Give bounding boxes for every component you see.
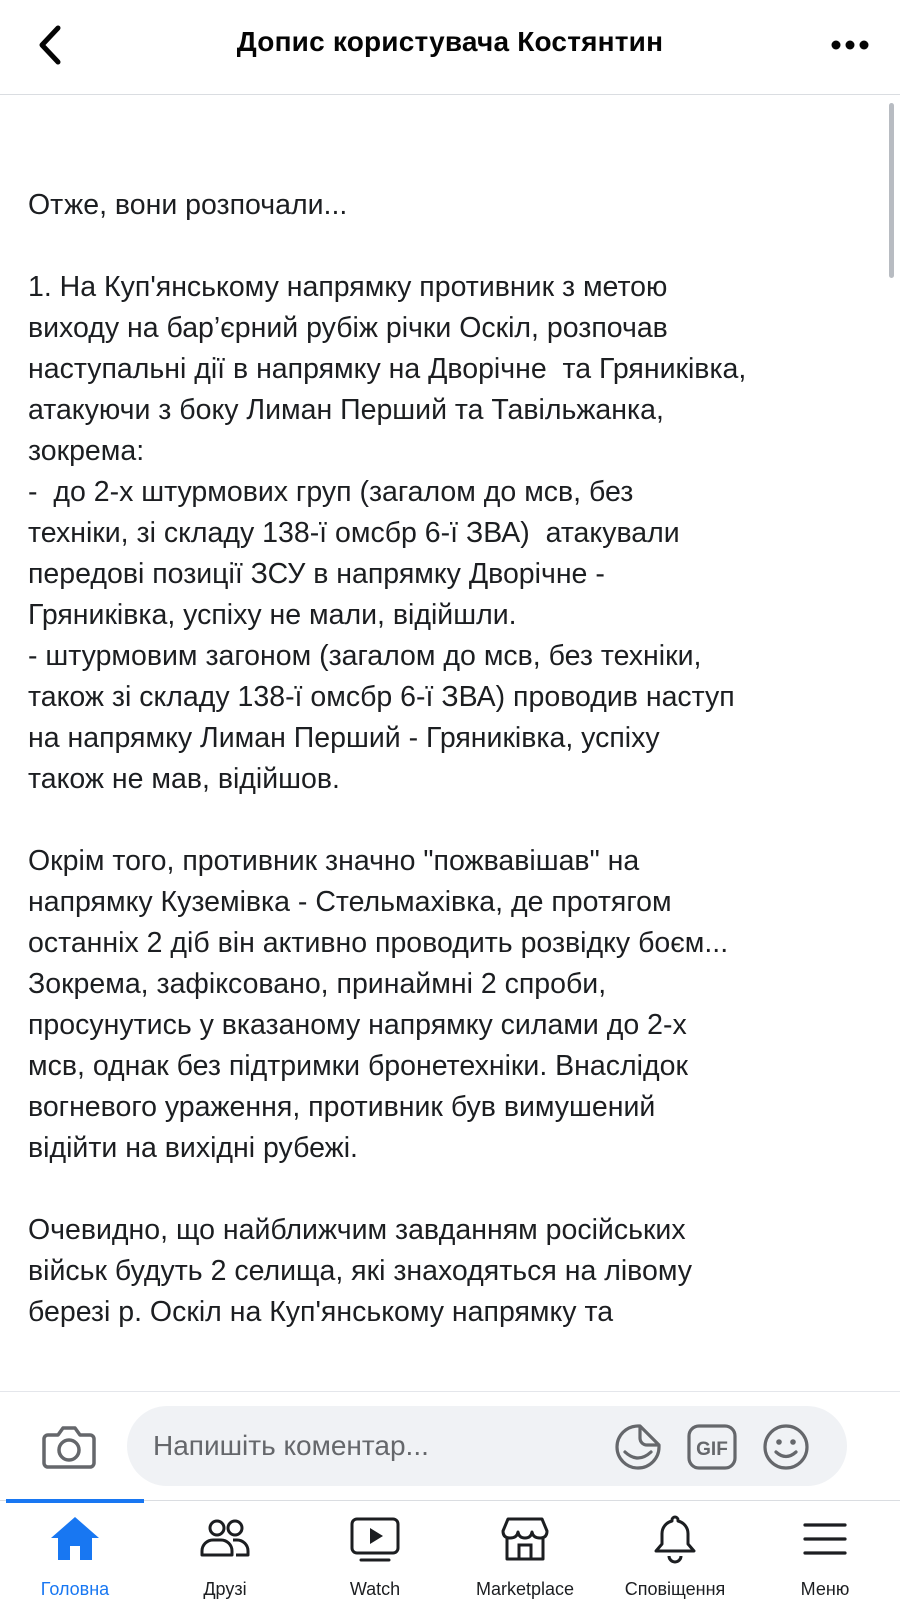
tab-label: Головна: [40, 1579, 110, 1599]
tab-label: Marketplace: [475, 1579, 575, 1599]
tab-home[interactable]: [0, 1501, 150, 1601]
friends-icon: [197, 1511, 253, 1567]
home-icon: [47, 1511, 103, 1567]
top-header: [0, 0, 900, 95]
tab-label: Сповіщення: [624, 1579, 726, 1599]
tab-watch[interactable]: [300, 1501, 450, 1601]
post-content-area[interactable]: [0, 95, 900, 1391]
watch-icon: [347, 1511, 403, 1567]
more-dots-icon: [828, 30, 872, 60]
active-tab-indicator: [6, 1499, 144, 1503]
page-title: Допис користувача Костянтин: [236, 26, 664, 57]
gif-icon[interactable]: [686, 1422, 738, 1472]
gif-label: GIF: [696, 1439, 728, 1460]
camera-icon: [40, 1417, 98, 1475]
comment-tools: [612, 1422, 812, 1472]
scrollbar[interactable]: [889, 103, 894, 278]
post-text: Отже, вони розпочали... 1. На Куп'янському напрямку противник з метою виходу на бар’єрний рубіж річки Оскіл, розпочав наступальні дії в напрямку на Дворічне та Гряниківка, атакуючи з боку Лиман Перший та Тавільжанка, зокрема: - до 2-х штурмових груп (загалом до мсв, без техніки, зі складу 138-ї омсбр 6-ї ЗВА) атакували передові позиції ЗСУ в напрямку Дворічне - Гряниківка, успіху не мали, відійшли. - штурмовим загоном (загалом до мсв, без техніки, також зі складу 138-ї омсбр 6-ї ЗВА) проводив наступ на напрямку Лиман Перший - Гряниківка, успіху також не мав, відійшов. Окрім того, противник значно "пожвавішав" на напрямку Куземівка - Стельмахівка, де протягом останніх 2 діб він активно проводить розвідку боєм... Зокрема, зафіксовано, принаймні 2 спроби, просунутись у вказаному напрямку силами до 2-х мсв, однак без підтримки бронетехніки. Внаслідок вогневого ураження, противник був вимушений відійти на вихідні рубежі. Очевидно, що найближчим завданням російських військ будуть 2 селища, які знаходяться на лівому березі р. Оскіл на Куп'янському напрямку та: [28, 189, 747, 1328]
more-options-button[interactable]: [828, 30, 872, 60]
comment-composer: [0, 1391, 900, 1501]
tab-marketplace[interactable]: [450, 1501, 600, 1601]
tab-notifications[interactable]: [600, 1501, 750, 1601]
tab-friends[interactable]: [150, 1501, 300, 1601]
bell-icon: [647, 1511, 703, 1567]
camera-button[interactable]: [40, 1417, 98, 1475]
bottom-tab-bar: [0, 1500, 900, 1601]
chevron-left-icon: [30, 20, 74, 70]
back-button[interactable]: [30, 20, 74, 70]
tab-menu[interactable]: [750, 1501, 900, 1601]
tab-label: Watch: [349, 1579, 401, 1599]
marketplace-icon: [497, 1511, 553, 1567]
menu-icon: [797, 1511, 853, 1567]
emoji-icon[interactable]: [760, 1422, 812, 1472]
sticker-icon[interactable]: [612, 1422, 664, 1472]
tab-label: Друзі: [203, 1579, 247, 1599]
tab-label: Меню: [800, 1579, 850, 1599]
